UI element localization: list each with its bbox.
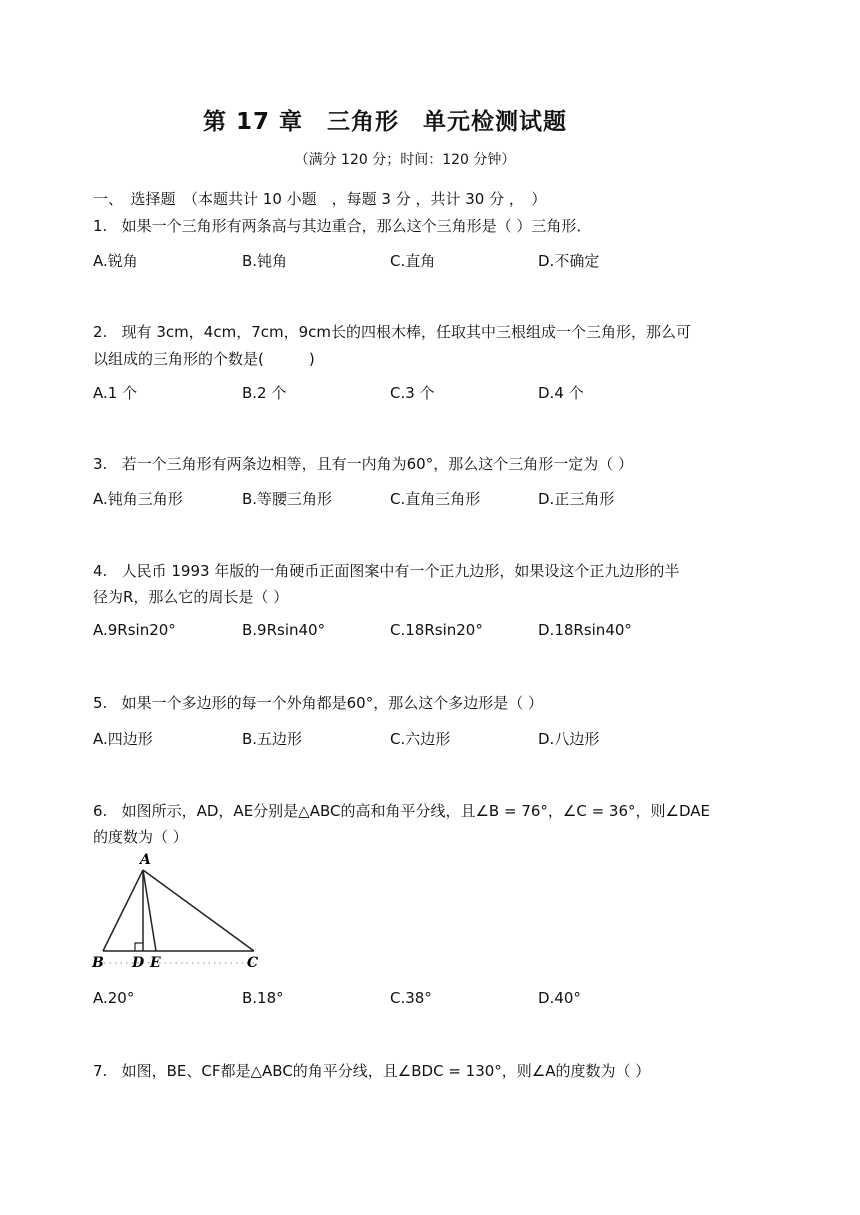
question-4-options bbox=[93, 621, 793, 643]
question-2 bbox=[93, 321, 691, 342]
option-b[interactable]: B.五边形 bbox=[242, 730, 303, 748]
label-a: A bbox=[140, 852, 151, 868]
option-d[interactable]: D.正三角形 bbox=[538, 490, 615, 508]
side-ac bbox=[143, 870, 254, 951]
option-a[interactable]: A.9Rsin20° bbox=[93, 621, 176, 639]
label-e: E bbox=[150, 955, 161, 971]
question-1-options bbox=[93, 250, 793, 272]
option-a[interactable]: A.四边形 bbox=[93, 730, 153, 748]
question-number: 3. bbox=[93, 455, 108, 473]
question-1 bbox=[93, 215, 591, 236]
question-number: 6. bbox=[93, 802, 108, 820]
question-3-options bbox=[93, 488, 793, 510]
option-d[interactable]: D.18Rsin40° bbox=[538, 621, 632, 639]
option-c[interactable]: C.直角三角形 bbox=[390, 490, 481, 508]
option-d[interactable]: D.不确定 bbox=[538, 252, 600, 270]
option-a[interactable]: A.锐角 bbox=[93, 252, 138, 270]
question-number: 1. bbox=[93, 217, 108, 235]
question-6-options bbox=[93, 989, 793, 1011]
question-number: 2. bbox=[93, 323, 108, 341]
option-b[interactable]: B.2 个 bbox=[242, 384, 287, 402]
option-a[interactable]: A.20° bbox=[93, 989, 135, 1007]
option-b[interactable]: B.钝角 bbox=[242, 252, 288, 270]
question-text: 如图，BE、CF都是△ABC的角平分线，且∠BDC = 130°，则∠A的度数为（ ） bbox=[121, 1062, 651, 1080]
question-text: 如果一个三角形有两条高与其边重合，那么这个三角形是（ ）三角形． bbox=[121, 217, 592, 235]
question-text: 现有 3cm，4cm，7cm，9cm长的四根木棒，任取其中三根组成一个三角形，那么可 bbox=[121, 323, 692, 341]
question-6-line-2: 的度数为（ ） bbox=[93, 828, 188, 846]
option-b[interactable]: B.等腰三角形 bbox=[242, 490, 333, 508]
triangle-figure bbox=[90, 848, 270, 973]
bisector-ae bbox=[143, 870, 156, 951]
right-angle-mark bbox=[135, 943, 143, 951]
option-d[interactable]: D.4 个 bbox=[538, 384, 584, 402]
option-d[interactable]: D.八边形 bbox=[538, 730, 600, 748]
option-a[interactable]: A.钝角三角形 bbox=[93, 490, 183, 508]
question-4-line-2: 径为R，那么它的周长是（ ） bbox=[93, 588, 289, 606]
question-5 bbox=[93, 692, 543, 713]
page-title: 第 17 章 三角形 单元检测试题 bbox=[202, 109, 568, 135]
section-heading: 一、 选择题 （本题共计 10 小题 ，每题 3 分 ，共计 30 分 ， ） bbox=[93, 190, 547, 208]
question-number: 5. bbox=[93, 694, 108, 712]
question-5-options bbox=[93, 728, 793, 750]
question-text: 如果一个多边形的每一个外角都是60°，那么这个多边形是（ ） bbox=[121, 694, 543, 712]
question-2-line-2: 以组成的三角形的个数是( ) bbox=[93, 350, 315, 368]
option-c[interactable]: C.直角 bbox=[390, 252, 436, 270]
question-text: 若一个三角形有两条边相等，且有一内角为60°，那么这个三角形一定为（ ） bbox=[121, 455, 633, 473]
question-3 bbox=[93, 453, 633, 474]
question-text: 如图所示，AD，AE分别是△ABC的高和角平分线，且∠B = 76°，∠C = 36°，则∠DAE bbox=[121, 802, 710, 820]
question-text: 人民币 1993 年版的一角硬币正面图案中有一个正九边形，如果设这个正九边形的半 bbox=[121, 562, 680, 580]
side-ab bbox=[103, 870, 143, 951]
option-b[interactable]: B.9Rsin40° bbox=[242, 621, 326, 639]
label-b: B bbox=[92, 955, 104, 971]
page-subtitle: （满分 120 分；时间：120 分钟） bbox=[294, 152, 516, 168]
option-c[interactable]: C.3 个 bbox=[390, 384, 435, 402]
label-c: C bbox=[247, 955, 259, 971]
option-b[interactable]: B.18° bbox=[242, 989, 284, 1007]
label-d: D bbox=[132, 955, 145, 971]
option-d[interactable]: D.40° bbox=[538, 989, 581, 1007]
question-number: 7. bbox=[93, 1062, 108, 1080]
question-6 bbox=[93, 800, 710, 821]
question-2-options bbox=[93, 382, 793, 404]
option-c[interactable]: C.18Rsin20° bbox=[390, 621, 483, 639]
option-c[interactable]: C.38° bbox=[390, 989, 432, 1007]
question-number: 4. bbox=[93, 562, 108, 580]
option-a[interactable]: A.1 个 bbox=[93, 384, 138, 402]
option-c[interactable]: C.六边形 bbox=[390, 730, 451, 748]
question-4 bbox=[93, 560, 679, 581]
question-7 bbox=[93, 1060, 650, 1081]
